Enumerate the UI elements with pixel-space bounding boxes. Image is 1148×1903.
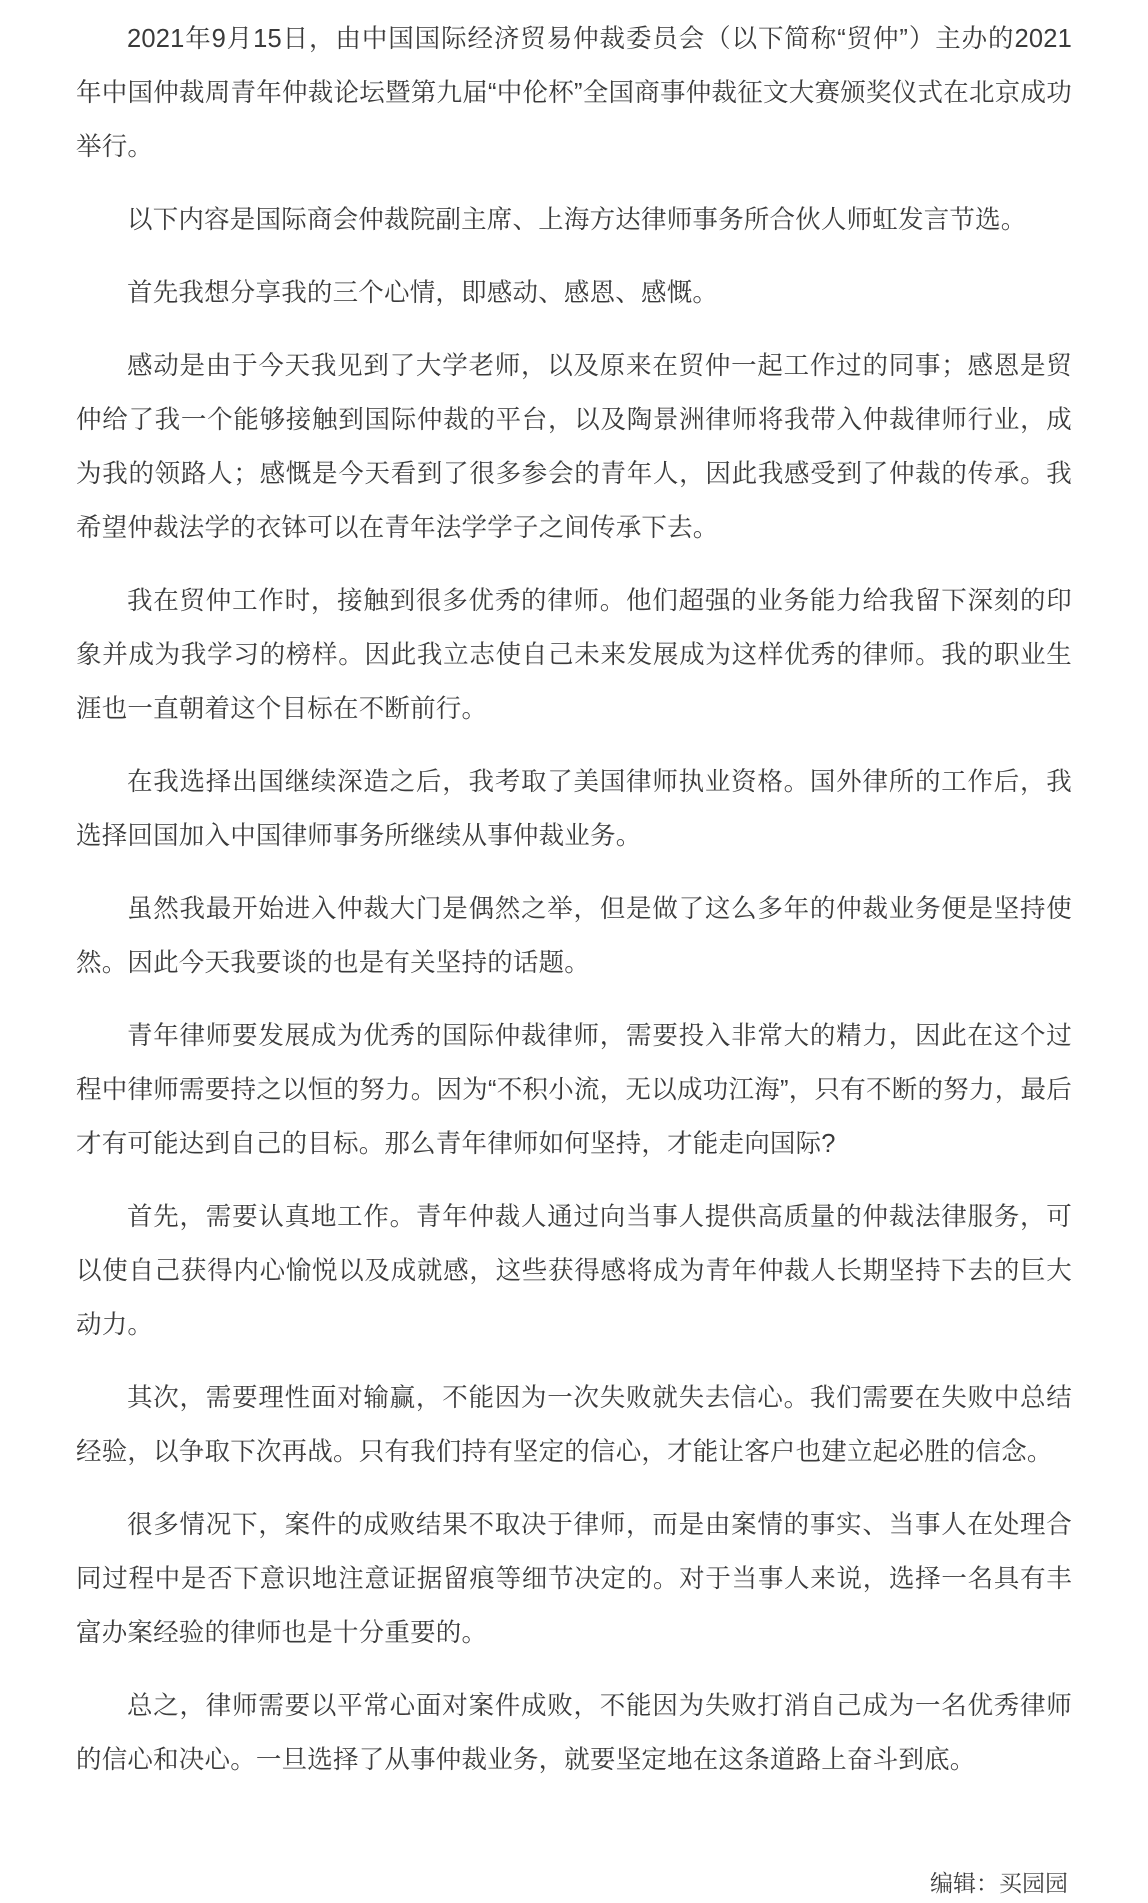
article-footer xyxy=(76,1863,1072,1903)
paragraph: 以下内容是国际商会仲裁院副主席、上海方达律师事务所合伙人师虹发言节选。 xyxy=(127,206,1027,234)
paragraph: 很多情况下，案件的成败结果不取决于律师，而是由案情的事实、当事人在处理合同过程中是否下意识地注意证据留痕等细节决定的。对于当事人来说，选择一名具有丰富办案经验的律师也是十分重要的。 xyxy=(76,1511,1072,1647)
paragraph: 2021年9月15日，由中国国际经济贸易仲裁委员会（以下简称“贸仲”）主办的2021年中国仲裁周青年仲裁论坛暨第九届“中伦杯”全国商事仲裁征文大赛颁奖仪式在北京成功举行。 xyxy=(76,25,1072,161)
paragraph: 青年律师要发展成为优秀的国际仲裁律师，需要投入非常大的精力，因此在这个过程中律师需要持之以恒的努力。因为“不积小流，无以成功江海”，只有不断的努力，最后才有可能达到自己的目标。那么青年律师如何坚持，才能走向国际? xyxy=(76,1022,1072,1158)
editor-credit: 编辑：买园园 xyxy=(930,1870,1068,1896)
article-body xyxy=(76,12,1072,1787)
paragraph: 总之，律师需要以平常心面对案件成败，不能因为失败打消自己成为一名优秀律师的信心和决心。一旦选择了从事仲裁业务，就要坚定地在这条道路上奋斗到底。 xyxy=(76,1692,1072,1774)
paragraph: 在我选择出国继续深造之后，我考取了美国律师执业资格。国外律所的工作后，我选择回国加入中国律师事务所继续从事仲裁业务。 xyxy=(76,768,1072,850)
paragraph: 我在贸仲工作时，接触到很多优秀的律师。他们超强的业务能力给我留下深刻的印象并成为我学习的榜样。因此我立志使自己未来发展成为这样优秀的律师。我的职业生涯也一直朝着这个目标在不断前行。 xyxy=(76,587,1072,723)
paragraph: 首先我想分享我的三个心情，即感动、感恩、感慨。 xyxy=(127,279,719,307)
paragraph: 虽然我最开始进入仲裁大门是偶然之举，但是做了这么多年的仲裁业务便是坚持使然。因此今天我要谈的也是有关坚持的话题。 xyxy=(76,895,1072,977)
paragraph: 其次，需要理性面对输赢，不能因为一次失败就失去信心。我们需要在失败中总结经验，以争取下次再战。只有我们持有坚定的信心，才能让客户也建立起必胜的信念。 xyxy=(76,1384,1072,1466)
paragraph: 感动是由于今天我见到了大学老师，以及原来在贸仲一起工作过的同事；感恩是贸仲给了我一个能够接触到国际仲裁的平台，以及陶景洲律师将我带入仲裁律师行业，成为我的领路人；感慨是今天看到了很多参会的青年人，因此我感受到了仲裁的传承。我希望仲裁法学的衣钵可以在青年法学学子之间传承下去。 xyxy=(76,352,1072,542)
paragraph: 首先，需要认真地工作。青年仲裁人通过向当事人提供高质量的仲裁法律服务，可以使自己获得内心愉悦以及成就感，这些获得感将成为青年仲裁人长期坚持下去的巨大动力。 xyxy=(76,1203,1072,1339)
